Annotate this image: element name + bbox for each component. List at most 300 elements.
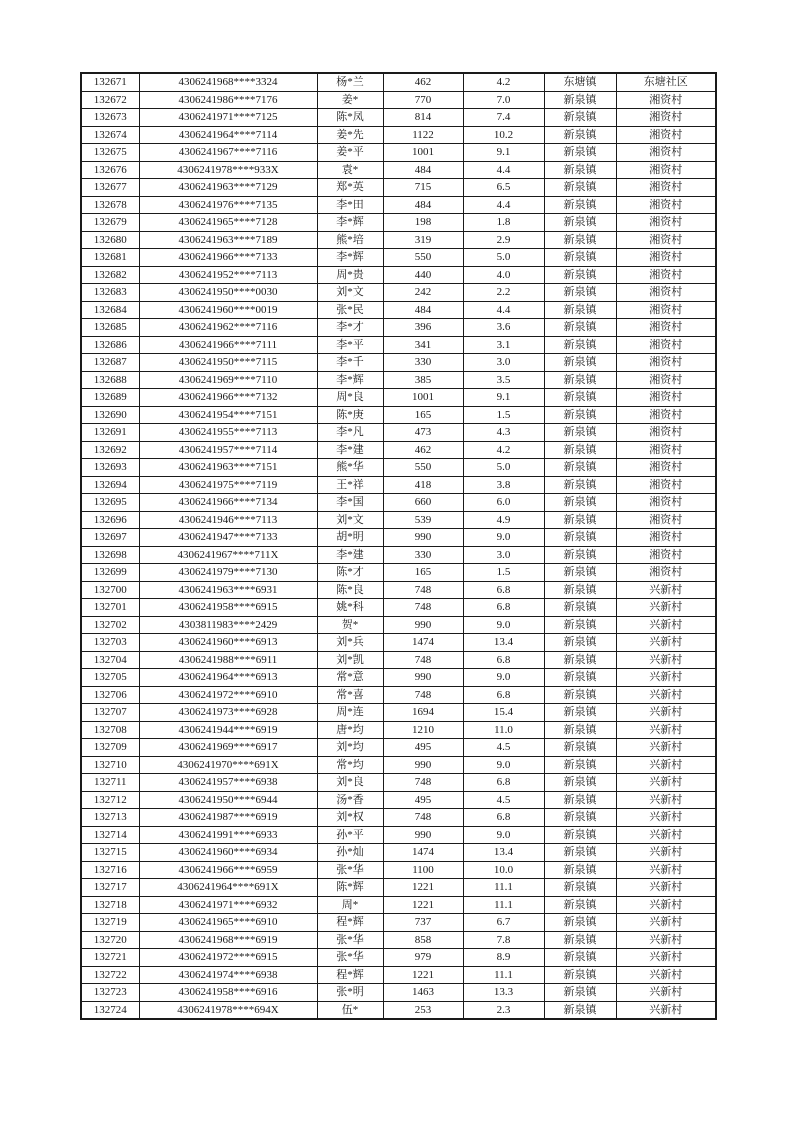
cell-amount: 1474 [383,634,463,652]
cell-amount: 198 [383,214,463,232]
cell-town: 新泉镇 [544,704,616,722]
cell-amount: 990 [383,826,463,844]
cell-rate: 2.9 [463,231,544,249]
cell-town: 新泉镇 [544,441,616,459]
cell-amount: 1221 [383,966,463,984]
cell-town: 新泉镇 [544,126,616,144]
cell-rate: 13.3 [463,984,544,1002]
cell-name: 唐*均 [317,721,383,739]
cell-seq: 132716 [81,861,139,879]
cell-rate: 7.4 [463,109,544,127]
cell-amount: 748 [383,686,463,704]
cell-rate: 6.8 [463,599,544,617]
cell-rate: 9.1 [463,389,544,407]
cell-amount: 1100 [383,861,463,879]
cell-id-masked: 4306241965****7128 [139,214,317,232]
cell-id-masked: 4306241950****6944 [139,791,317,809]
cell-seq: 132686 [81,336,139,354]
cell-amount: 473 [383,424,463,442]
cell-id-masked: 4306241968****3324 [139,73,317,91]
cell-village: 湘资村 [616,161,716,179]
cell-village: 湘资村 [616,336,716,354]
cell-amount: 748 [383,599,463,617]
cell-rate: 1.8 [463,214,544,232]
cell-rate: 9.0 [463,669,544,687]
cell-village: 湘资村 [616,249,716,267]
cell-town: 东塘镇 [544,73,616,91]
cell-amount: 165 [383,406,463,424]
cell-town: 新泉镇 [544,144,616,162]
cell-id-masked: 4306241962****7116 [139,319,317,337]
table-row [81,266,716,284]
cell-seq: 132679 [81,214,139,232]
cell-town: 新泉镇 [544,214,616,232]
cell-town: 新泉镇 [544,424,616,442]
cell-id-masked: 4306241946****7113 [139,511,317,529]
cell-town: 新泉镇 [544,529,616,547]
cell-amount: 1001 [383,144,463,162]
table-row [81,214,716,232]
cell-name: 姜*先 [317,126,383,144]
cell-rate: 4.2 [463,441,544,459]
table-row [81,126,716,144]
cell-amount: 1210 [383,721,463,739]
cell-town: 新泉镇 [544,984,616,1002]
cell-town: 新泉镇 [544,179,616,197]
cell-id-masked: 4306241950****7115 [139,354,317,372]
cell-id-masked: 4306241967****711X [139,546,317,564]
cell-seq: 132676 [81,161,139,179]
cell-id-masked: 4306241971****7125 [139,109,317,127]
cell-seq: 132711 [81,774,139,792]
records-table-body [81,73,716,1019]
cell-id-masked: 4306241964****7114 [139,126,317,144]
cell-name: 李*平 [317,336,383,354]
cell-id-masked: 4306241963****7189 [139,231,317,249]
cell-seq: 132702 [81,616,139,634]
cell-town: 新泉镇 [544,459,616,477]
cell-village: 湘资村 [616,371,716,389]
cell-seq: 132700 [81,581,139,599]
cell-seq: 132697 [81,529,139,547]
cell-village: 湘资村 [616,459,716,477]
cell-id-masked: 4306241950****0030 [139,284,317,302]
cell-name: 李*凡 [317,424,383,442]
cell-town: 新泉镇 [544,231,616,249]
cell-village: 兴新村 [616,651,716,669]
table-row [81,756,716,774]
table-row [81,791,716,809]
cell-village: 兴新村 [616,809,716,827]
cell-rate: 13.4 [463,844,544,862]
cell-town: 新泉镇 [544,371,616,389]
cell-rate: 2.2 [463,284,544,302]
cell-amount: 1463 [383,984,463,1002]
cell-seq: 132673 [81,109,139,127]
cell-id-masked: 4306241966****6959 [139,861,317,879]
cell-name: 刘*凯 [317,651,383,669]
cell-village: 湘资村 [616,284,716,302]
cell-id-masked: 4306241972****6915 [139,949,317,967]
cell-id-masked: 4306241971****6932 [139,896,317,914]
cell-rate: 9.0 [463,756,544,774]
table-row [81,809,716,827]
cell-town: 新泉镇 [544,336,616,354]
cell-seq: 132677 [81,179,139,197]
table-row [81,424,716,442]
cell-seq: 132680 [81,231,139,249]
cell-id-masked: 4306241957****6938 [139,774,317,792]
cell-rate: 3.1 [463,336,544,354]
cell-rate: 5.0 [463,459,544,477]
table-row [81,599,716,617]
cell-rate: 6.7 [463,914,544,932]
cell-id-masked: 4306241964****691X [139,879,317,897]
cell-amount: 979 [383,949,463,967]
cell-village: 兴新村 [616,896,716,914]
cell-name: 李*国 [317,494,383,512]
cell-name: 张*华 [317,931,383,949]
cell-seq: 132715 [81,844,139,862]
cell-amount: 858 [383,931,463,949]
cell-name: 熊*培 [317,231,383,249]
cell-id-masked: 4306241963****7129 [139,179,317,197]
cell-id-masked: 4306241966****7132 [139,389,317,407]
cell-town: 新泉镇 [544,196,616,214]
cell-amount: 748 [383,651,463,669]
cell-id-masked: 4306241960****0019 [139,301,317,319]
cell-town: 新泉镇 [544,511,616,529]
cell-village: 湘资村 [616,266,716,284]
table-row [81,844,716,862]
cell-name: 贺* [317,616,383,634]
cell-village: 湘资村 [616,424,716,442]
cell-village: 湘资村 [616,546,716,564]
cell-id-masked: 4306241966****7111 [139,336,317,354]
cell-village: 湘资村 [616,231,716,249]
cell-seq: 132683 [81,284,139,302]
cell-seq: 132695 [81,494,139,512]
cell-amount: 242 [383,284,463,302]
cell-seq: 132693 [81,459,139,477]
cell-village: 兴新村 [616,931,716,949]
table-row [81,739,716,757]
cell-seq: 132718 [81,896,139,914]
cell-town: 新泉镇 [544,389,616,407]
cell-name: 陈*才 [317,564,383,582]
cell-amount: 539 [383,511,463,529]
cell-id-masked: 4306241965****6910 [139,914,317,932]
cell-amount: 748 [383,809,463,827]
table-row [81,406,716,424]
cell-name: 陈*辉 [317,879,383,897]
cell-name: 李*辉 [317,371,383,389]
table-row [81,634,716,652]
cell-name: 周*良 [317,389,383,407]
cell-seq: 132704 [81,651,139,669]
table-row [81,161,716,179]
cell-rate: 10.0 [463,861,544,879]
cell-amount: 1474 [383,844,463,862]
cell-name: 姚*科 [317,599,383,617]
table-row [81,529,716,547]
cell-town: 新泉镇 [544,161,616,179]
cell-amount: 484 [383,301,463,319]
cell-seq: 132699 [81,564,139,582]
cell-amount: 1122 [383,126,463,144]
cell-town: 新泉镇 [544,651,616,669]
cell-rate: 4.3 [463,424,544,442]
cell-name: 陈*良 [317,581,383,599]
cell-name: 刘*良 [317,774,383,792]
cell-rate: 4.4 [463,161,544,179]
cell-seq: 132682 [81,266,139,284]
cell-village: 湘资村 [616,494,716,512]
table-row [81,354,716,372]
cell-amount: 165 [383,564,463,582]
cell-village: 兴新村 [616,581,716,599]
cell-amount: 550 [383,459,463,477]
cell-town: 新泉镇 [544,616,616,634]
cell-name: 张*民 [317,301,383,319]
cell-name: 周*连 [317,704,383,722]
cell-town: 新泉镇 [544,301,616,319]
table-row [81,494,716,512]
cell-seq: 132692 [81,441,139,459]
cell-rate: 9.1 [463,144,544,162]
table-row [81,476,716,494]
cell-amount: 440 [383,266,463,284]
cell-town: 新泉镇 [544,599,616,617]
cell-seq: 132714 [81,826,139,844]
cell-town: 新泉镇 [544,634,616,652]
cell-id-masked: 4306241978****933X [139,161,317,179]
cell-village: 湘资村 [616,441,716,459]
cell-name: 伍* [317,1001,383,1019]
cell-id-masked: 4306241972****6910 [139,686,317,704]
cell-rate: 13.4 [463,634,544,652]
cell-name: 姜* [317,91,383,109]
cell-id-masked: 4306241969****6917 [139,739,317,757]
cell-town: 新泉镇 [544,669,616,687]
cell-id-masked: 4306241973****6928 [139,704,317,722]
cell-id-masked: 4306241966****7133 [139,249,317,267]
table-row [81,336,716,354]
cell-id-masked: 4306241944****6919 [139,721,317,739]
cell-seq: 132721 [81,949,139,967]
cell-name: 李*辉 [317,214,383,232]
cell-rate: 10.2 [463,126,544,144]
cell-town: 新泉镇 [544,966,616,984]
cell-rate: 3.6 [463,319,544,337]
cell-town: 新泉镇 [544,284,616,302]
cell-rate: 9.0 [463,826,544,844]
cell-name: 常*喜 [317,686,383,704]
cell-village: 兴新村 [616,1001,716,1019]
cell-rate: 1.5 [463,406,544,424]
cell-village: 兴新村 [616,844,716,862]
cell-name: 程*辉 [317,966,383,984]
cell-town: 新泉镇 [544,266,616,284]
cell-name: 孙*灿 [317,844,383,862]
table-row [81,826,716,844]
cell-seq: 132687 [81,354,139,372]
cell-village: 湘资村 [616,319,716,337]
table-row [81,896,716,914]
cell-name: 刘*文 [317,284,383,302]
cell-seq: 132724 [81,1001,139,1019]
cell-town: 新泉镇 [544,914,616,932]
cell-id-masked: 4306241975****7119 [139,476,317,494]
cell-rate: 4.2 [463,73,544,91]
cell-town: 新泉镇 [544,721,616,739]
cell-rate: 6.8 [463,651,544,669]
cell-village: 东塘社区 [616,73,716,91]
cell-seq: 132719 [81,914,139,932]
records-table [80,72,717,1020]
cell-name: 李*辉 [317,249,383,267]
table-row [81,651,716,669]
cell-rate: 11.0 [463,721,544,739]
cell-rate: 3.0 [463,546,544,564]
cell-name: 张*华 [317,861,383,879]
cell-amount: 748 [383,774,463,792]
cell-name: 李*才 [317,319,383,337]
cell-rate: 6.0 [463,494,544,512]
cell-village: 兴新村 [616,826,716,844]
cell-rate: 7.8 [463,931,544,949]
cell-amount: 990 [383,616,463,634]
cell-rate: 4.5 [463,739,544,757]
cell-amount: 990 [383,529,463,547]
cell-seq: 132723 [81,984,139,1002]
cell-amount: 385 [383,371,463,389]
cell-id-masked: 4306241958****6916 [139,984,317,1002]
cell-id-masked: 4306241966****7134 [139,494,317,512]
cell-rate: 5.0 [463,249,544,267]
cell-name: 王*祥 [317,476,383,494]
cell-rate: 3.0 [463,354,544,372]
cell-amount: 341 [383,336,463,354]
cell-seq: 132689 [81,389,139,407]
cell-id-masked: 4306241964****6913 [139,669,317,687]
cell-seq: 132685 [81,319,139,337]
table-row [81,459,716,477]
cell-id-masked: 4306241969****7110 [139,371,317,389]
table-row [81,669,716,687]
cell-id-masked: 4306241967****7116 [139,144,317,162]
cell-rate: 3.8 [463,476,544,494]
cell-amount: 990 [383,669,463,687]
cell-village: 兴新村 [616,879,716,897]
cell-village: 湘资村 [616,564,716,582]
cell-seq: 132681 [81,249,139,267]
table-row [81,861,716,879]
cell-rate: 4.5 [463,791,544,809]
cell-village: 湘资村 [616,476,716,494]
table-row [81,949,716,967]
table-row [81,441,716,459]
cell-town: 新泉镇 [544,844,616,862]
cell-seq: 132696 [81,511,139,529]
cell-town: 新泉镇 [544,861,616,879]
cell-id-masked: 4306241960****6913 [139,634,317,652]
cell-rate: 7.0 [463,91,544,109]
cell-name: 张*明 [317,984,383,1002]
cell-seq: 132722 [81,966,139,984]
table-row [81,511,716,529]
cell-name: 常*均 [317,756,383,774]
cell-amount: 1221 [383,896,463,914]
table-row [81,879,716,897]
cell-town: 新泉镇 [544,826,616,844]
cell-amount: 715 [383,179,463,197]
cell-id-masked: 4306241968****6919 [139,931,317,949]
cell-name: 刘*权 [317,809,383,827]
cell-amount: 484 [383,161,463,179]
cell-amount: 550 [383,249,463,267]
cell-rate: 11.1 [463,896,544,914]
cell-amount: 495 [383,791,463,809]
cell-name: 杨*兰 [317,73,383,91]
cell-village: 兴新村 [616,791,716,809]
cell-amount: 330 [383,354,463,372]
cell-village: 湘资村 [616,144,716,162]
cell-seq: 132698 [81,546,139,564]
cell-name: 郑*英 [317,179,383,197]
cell-rate: 6.8 [463,686,544,704]
table-row [81,581,716,599]
cell-id-masked: 4306241960****6934 [139,844,317,862]
cell-id-masked: 4306241954****7151 [139,406,317,424]
cell-village: 湘资村 [616,109,716,127]
cell-town: 新泉镇 [544,476,616,494]
cell-seq: 132706 [81,686,139,704]
cell-rate: 11.1 [463,966,544,984]
cell-village: 湘资村 [616,529,716,547]
cell-village: 湘资村 [616,301,716,319]
cell-seq: 132684 [81,301,139,319]
cell-town: 新泉镇 [544,91,616,109]
cell-name: 陈*凤 [317,109,383,127]
cell-town: 新泉镇 [544,896,616,914]
table-row [81,231,716,249]
table-row [81,914,716,932]
cell-amount: 1694 [383,704,463,722]
cell-town: 新泉镇 [544,949,616,967]
cell-id-masked: 4306241963****6931 [139,581,317,599]
cell-village: 兴新村 [616,966,716,984]
table-row [81,774,716,792]
cell-amount: 462 [383,441,463,459]
table-row [81,546,716,564]
cell-village: 湘资村 [616,196,716,214]
cell-amount: 990 [383,756,463,774]
cell-seq: 132703 [81,634,139,652]
cell-village: 兴新村 [616,739,716,757]
cell-rate: 9.0 [463,616,544,634]
cell-seq: 132694 [81,476,139,494]
table-row [81,284,716,302]
cell-amount: 253 [383,1001,463,1019]
cell-village: 湘资村 [616,179,716,197]
cell-name: 胡*明 [317,529,383,547]
table-row [81,371,716,389]
table-row [81,616,716,634]
table-row [81,721,716,739]
cell-rate: 4.0 [463,266,544,284]
cell-name: 程*辉 [317,914,383,932]
